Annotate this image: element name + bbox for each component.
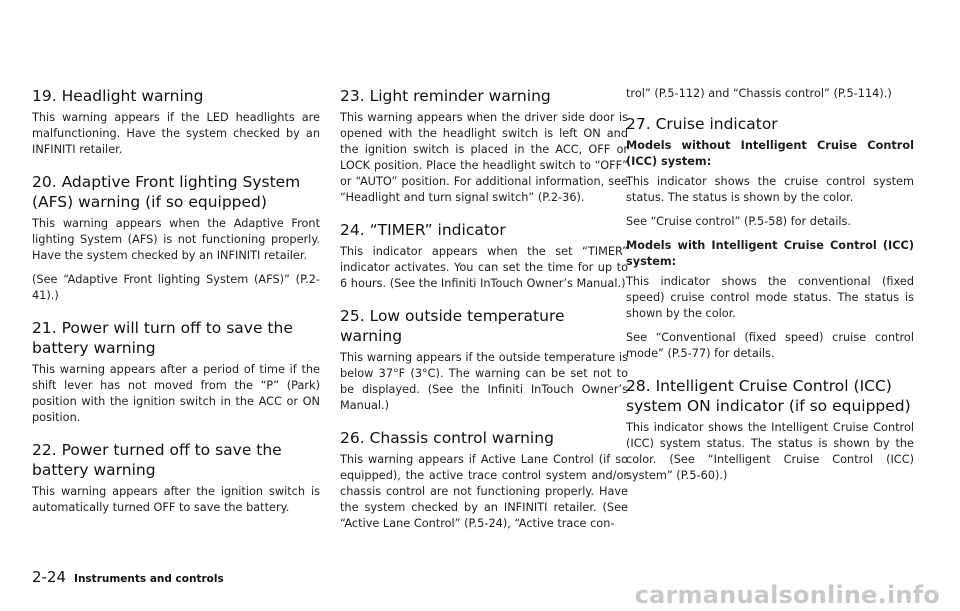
page-footer <box>32 568 224 586</box>
section-text: This indicator shows the conventional (fixed speed) cruise control mode status. The status is shown by the color. <box>626 275 914 320</box>
section-27 <box>626 114 914 362</box>
column-1 <box>32 86 320 530</box>
section-text: This warning appears after a period of time if the shift lever has not moved from the “P” (Park) position with the ignition switch in the ACC or ON position. <box>32 363 320 424</box>
section-20 <box>32 172 320 304</box>
section-text: This warning appears if Active Lane Control (if so equipped), the active trace control system and/or chassis control are not functioning properly. Have the system checked by an INFINITI retailer. (See “Active Lane Control” (P.5-24), “Active trace con- <box>340 453 628 530</box>
section-text: See “Cruise control” (P.5-58) for details. <box>626 215 852 228</box>
section-heading: 25. Low outside temperature warning <box>340 307 565 345</box>
section-23 <box>340 86 628 206</box>
section-heading: 22. Power turned off to save the battery warning <box>32 441 282 479</box>
section-heading: 23. Light reminder warning <box>340 87 551 105</box>
section-28 <box>626 376 914 484</box>
section-heading: 20. Adaptive Front lighting System (AFS) warning (if so equipped) <box>32 173 301 211</box>
section-text: This warning appears if the LED headlights are malfunctioning. Have the system checked by an INFINITI retailer. <box>32 111 320 156</box>
subheading: Models without Intelligent Cruise Control (ICC) system: <box>626 139 914 168</box>
watermark-logo[interactable]: carmanualsonline.info <box>634 581 940 609</box>
section-text: This warning appears after the ignition switch is automatically turned OFF to save the battery. <box>32 485 320 514</box>
continued-text: trol” (P.5-112) and “Chassis control” (P.5-114).) <box>626 87 892 100</box>
section-25 <box>340 306 628 414</box>
section-19 <box>32 86 320 158</box>
section-text: (See “Adaptive Front lighting System (AFS)” (P.2-41).) <box>32 273 320 302</box>
section-heading: 27. Cruise indicator <box>626 115 778 133</box>
section-heading: 24. “TIMER” indicator <box>340 221 506 239</box>
section-heading: 28. Intelligent Cruise Control (ICC) system ON indicator (if so equipped) <box>626 377 911 415</box>
section-heading: 26. Chassis control warning <box>340 429 554 447</box>
section-text: This indicator appears when the set “TIMER” indicator activates. You can set the time for up to 6 hours. (See the Infiniti InTouch Owner’s Manual.) <box>340 245 628 290</box>
subheading: Models with Intelligent Cruise Control (ICC) system: <box>626 239 914 268</box>
section-26 <box>340 428 628 532</box>
chapter-title: Instruments and controls <box>74 573 224 585</box>
column-2 <box>340 86 628 546</box>
section-22 <box>32 440 320 516</box>
section-text: This indicator shows the Intelligent Cruise Control (ICC) system status. The status is shown by the color. (See “Intelligent Cruise Control (ICC) system” (P.5-60).) <box>626 421 914 482</box>
section-text: This indicator shows the cruise control system status. The status is shown by the color. <box>626 175 914 204</box>
section-heading: 21. Power will turn off to save the battery warning <box>32 319 293 357</box>
page-number: 2-24 <box>32 568 67 586</box>
section-24 <box>340 220 628 292</box>
section-21 <box>32 318 320 426</box>
section-heading: 19. Headlight warning <box>32 87 204 105</box>
section-text: This warning appears if the outside temperature is below 37°F (3°C). The warning can be set not to be displayed. (See the Infiniti InTouch Owner’s Manual.) <box>340 351 628 412</box>
section-text: See “Conventional (fixed speed) cruise control mode” (P.5-77) for details. <box>626 331 914 360</box>
column-3 <box>626 86 914 498</box>
section-text: This warning appears when the driver side door is opened with the headlight switch is left ON and the ignition switch is placed in the ACC, OFF or LOCK position. Place the headlight switch to “OFF” or “AUTO” position. For additional information, see “Headlight and turn signal switch” (P.2-36). <box>340 111 628 204</box>
section-text: This warning appears when the Adaptive Front lighting System (AFS) is not functioning properly. Have the system checked by an INFINITI retailer. <box>32 217 320 262</box>
